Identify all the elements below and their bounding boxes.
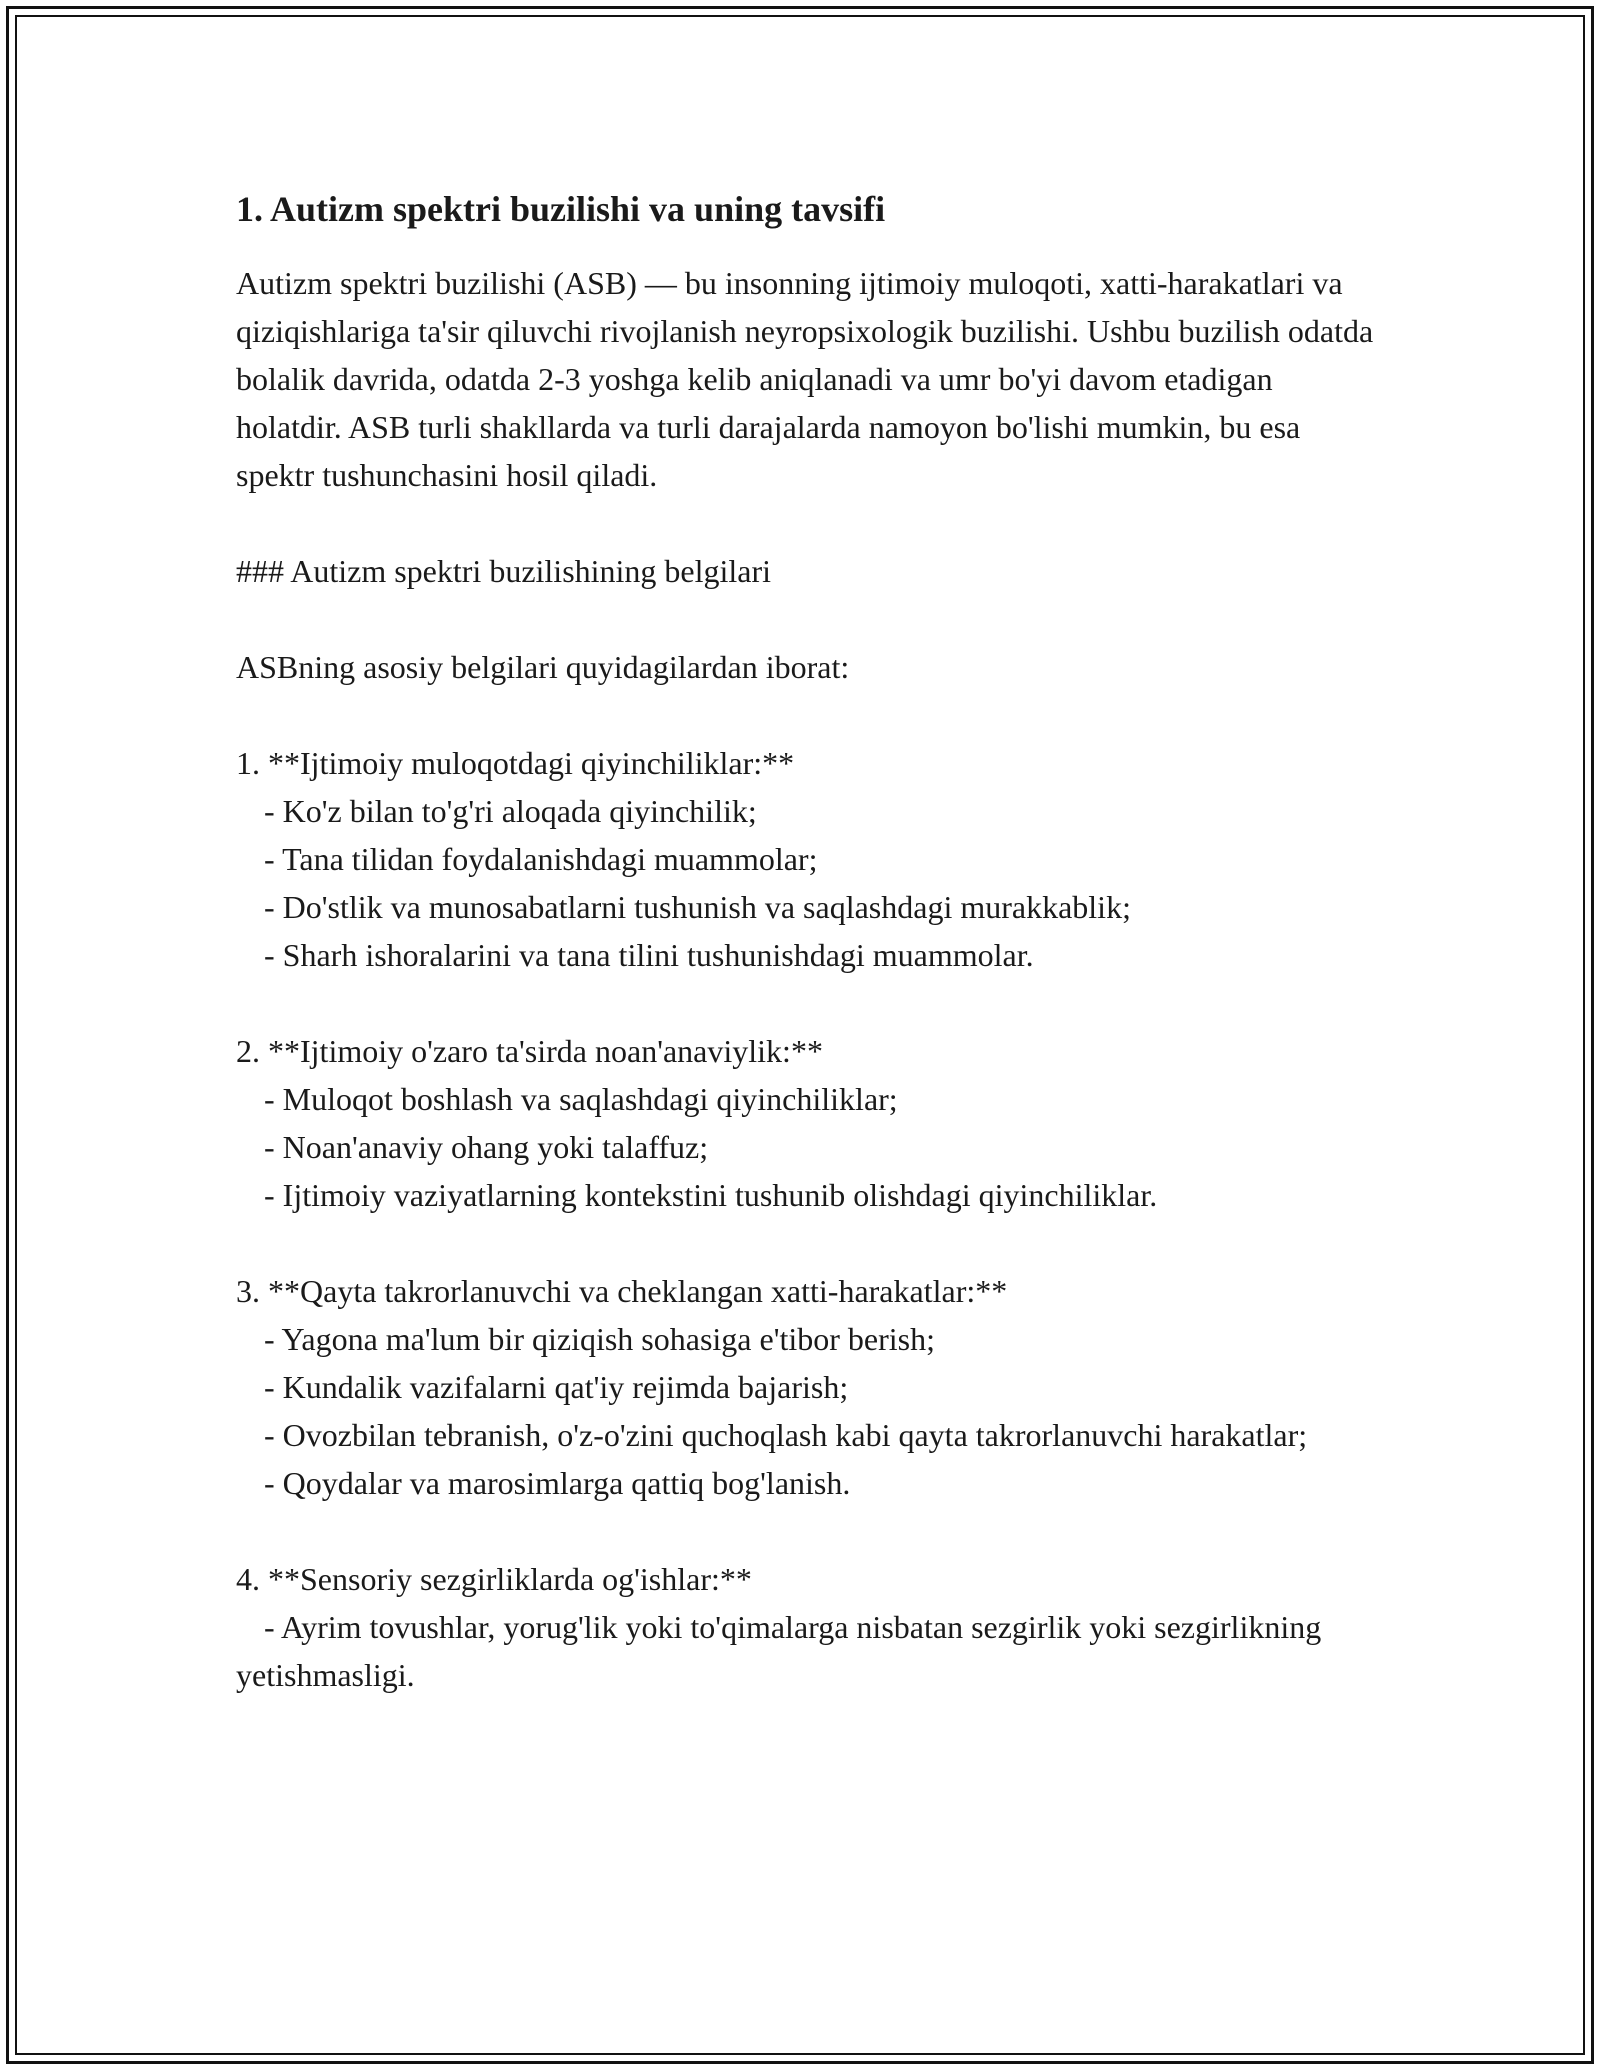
section-heading: 1. **Ijtimoiy muloqotdagi qiyinchiliklar:** [236, 744, 795, 781]
list-item: - Ijtimoiy vaziyatlarning kontekstini tushunib olishdagi qiyinchiliklar. [264, 1176, 1158, 1213]
list-item: - Do'stlik va munosabatlarni tushunish va saqlashdagi murakkablik; [264, 888, 1131, 925]
list-item: - Noan'anaviy ohang yoki talaffuz; [264, 1128, 709, 1165]
section-2 [236, 1027, 1386, 1219]
spacer [236, 979, 1386, 1027]
section-heading: 4. **Sensoriy sezgirliklarda og'ishlar:** [236, 1560, 752, 1597]
intro-paragraph: Autizm spektri buzilishi (ASB) — bu insonning ijtimoiy muloqoti, xatti-harakatlari va qiziqishlariga ta'sir qiluvchi rivojlanish neyropsixologik buzilishi. Ushbu buzilish odatda bolalik davrida, odatda 2-3 yoshga kelib aniqlanadi va umr bo'yi davom etadigan holatdir. ASB turli shakllarda va turli darajalarda namoyon bo'lishi mumkin, bu esa spektr tushunchasini hosil qiladi. [236, 264, 1374, 493]
section-4 [236, 1555, 1386, 1699]
spacer [236, 691, 1386, 739]
list-item: - Ovozbilan tebranish, o'z-o'zini quchoqlash kabi qayta takrorlanuvchi harakatlar; [264, 1416, 1308, 1453]
spacer [236, 499, 1386, 547]
document-body [236, 186, 1386, 1699]
list-item: - Tana tilidan foydalanishdagi muammolar; [264, 840, 818, 877]
section-1 [236, 739, 1386, 979]
spacer [236, 1507, 1386, 1555]
list-item: - Muloqot boshlash va saqlashdagi qiyinchiliklar; [264, 1080, 898, 1117]
section-heading: 2. **Ijtimoiy o'zaro ta'sirda noan'anaviylik:** [236, 1032, 823, 1069]
list-item: - Kundalik vazifalarni qat'iy rejimda bajarish; [264, 1368, 849, 1405]
lead-paragraph: ASBning asosiy belgilari quyidagilardan iborat: [236, 648, 850, 685]
list-item: - Qoydalar va marosimlarga qattiq bog'lanish. [264, 1464, 851, 1501]
list-item: - Sharh ishoralarini va tana tilini tushunishdagi muammolar. [264, 936, 1034, 973]
section-heading: 3. **Qayta takrorlanuvchi va cheklangan xatti-harakatlar:** [236, 1272, 1008, 1309]
list-item: - Ko'z bilan to'g'ri aloqada qiyinchilik; [264, 792, 757, 829]
section-3 [236, 1267, 1386, 1507]
spacer [236, 1219, 1386, 1267]
list-item: - Yagona ma'lum bir qiziqish sohasiga e'tibor berish; [264, 1320, 935, 1357]
list-item: - Ayrim tovushlar, yorug'lik yoki to'qimalarga nisbatan sezgirlik yoki sezgirlikning yetishmasligi. [236, 1608, 1322, 1693]
document-title: 1. Autizm spektri buzilishi va uning tavsifi [236, 189, 886, 229]
spacer [236, 595, 1386, 643]
subheading: ### Autizm spektri buzilishining belgilari [236, 552, 772, 589]
